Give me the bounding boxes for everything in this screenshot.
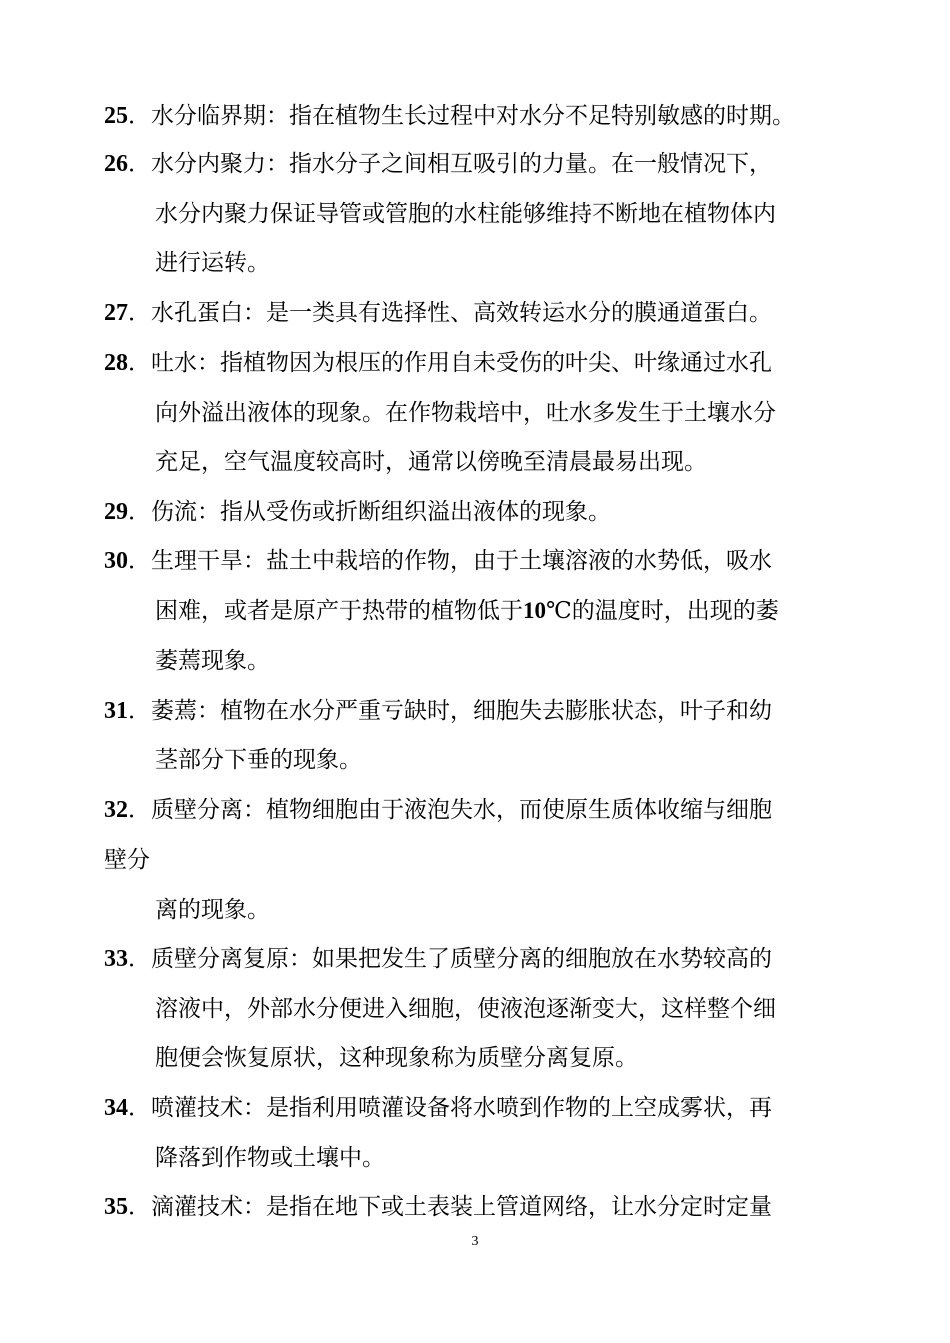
entry-30-line-2: [155, 596, 779, 626]
entry-number: 34: [104, 1095, 128, 1121]
entry-text: ．滴灌技术：是指在地下或土表装上管道网络，让水分定时定量: [128, 1194, 772, 1220]
entry-33-line-1: [104, 944, 772, 974]
entry-34-line-1: [104, 1093, 772, 1123]
entry-25-line-1: [104, 101, 795, 131]
entry-text: 离的现象。: [155, 897, 270, 923]
entry-text: ．伤流：指从受伤或折断组织溢出液体的现象。: [128, 499, 611, 525]
entry-26-line-3: [155, 248, 270, 278]
entry-text: ．质壁分离：植物细胞由于液泡失水，而使原生质体收缩与细胞: [128, 797, 772, 823]
entry-text: 萎蔫现象。: [155, 648, 270, 674]
entry-text: ℃的温度时，出现的萎: [546, 598, 779, 624]
entry-number: 26: [104, 151, 128, 177]
entry-text: ．质壁分离复原：如果把发生了质壁分离的细胞放在水势较高的: [128, 946, 772, 972]
entry-33-line-3: [155, 1043, 638, 1073]
entry-text: ．水孔蛋白：是一类具有选择性、高效转运水分的膜通道蛋白。: [128, 300, 772, 326]
entry-28-line-2: [155, 398, 776, 428]
entry-text: 充足，空气温度较高时，通常以傍晚至清晨最易出现。: [155, 449, 707, 475]
entry-text: ．水分内聚力：指水分子之间相互吸引的力量。在一般情况下，: [128, 151, 772, 177]
entry-text: ．喷灌技术：是指利用喷灌设备将水喷到作物的上空成雾状，再: [128, 1095, 772, 1121]
entry-26-line-1: [104, 149, 772, 179]
entry-number: 25: [104, 103, 128, 129]
entry-28-line-1: [104, 348, 772, 378]
entry-text: ．生理干旱：盐土中栽培的作物，由于土壤溶液的水势低，吸水: [128, 548, 772, 574]
entry-text: 降落到作物或土壤中。: [155, 1145, 385, 1171]
entry-31-line-2: [155, 745, 362, 775]
entry-32-line-2: [104, 845, 150, 875]
entry-32-line-1: [104, 795, 772, 825]
entry-number: 31: [104, 698, 128, 724]
entry-text: 向外溢出液体的现象。在作物栽培中，吐水多发生于土壤水分: [155, 400, 776, 426]
entry-text: 茎部分下垂的现象。: [155, 747, 362, 773]
entry-text: ．吐水：指植物因为根压的作用自未受伤的叶尖、叶缘通过水孔: [128, 350, 772, 376]
entry-34-line-2: [155, 1143, 385, 1173]
entry-30-line-1: [104, 546, 772, 576]
entry-text: 困难，或者是原产于热带的植物低于: [155, 598, 523, 624]
entry-number: 35: [104, 1194, 128, 1220]
entry-text: 胞便会恢复原状，这种现象称为质壁分离复原。: [155, 1045, 638, 1071]
entry-35-line-1: [104, 1192, 772, 1222]
entry-33-line-2: [155, 994, 776, 1024]
entry-number: 29: [104, 499, 128, 525]
entry-text: ．水分临界期：指在植物生长过程中对水分不足特别敏感的时期。: [128, 103, 795, 129]
entry-number: 32: [104, 797, 128, 823]
entry-text: ．萎蔫：植物在水分严重亏缺时，细胞失去膨胀状态，叶子和幼: [128, 698, 772, 724]
entry-27-line-1: [104, 298, 772, 328]
entry-text: 溶液中，外部水分便进入细胞，使液泡逐渐变大，这样整个细: [155, 996, 776, 1022]
entry-30-line-3: [155, 646, 270, 676]
entry-number: 28: [104, 350, 128, 376]
entry-32-line-3: [155, 895, 270, 925]
entry-29-line-1: [104, 497, 611, 527]
entry-text: 进行运转。: [155, 250, 270, 276]
entry-31-line-1: [104, 696, 772, 726]
entry-text: 壁分: [104, 847, 150, 873]
entry-number: 27: [104, 300, 128, 326]
entry-28-line-3: [155, 447, 707, 477]
entry-number: 33: [104, 946, 128, 972]
entry-text: 水分内聚力保证导管或管胞的水柱能够维持不断地在植物体内: [155, 201, 776, 227]
entry-26-line-2: [155, 199, 776, 229]
temperature-value: 10: [523, 598, 546, 623]
page-number: 3: [471, 1234, 479, 1249]
entry-number: 30: [104, 548, 128, 574]
